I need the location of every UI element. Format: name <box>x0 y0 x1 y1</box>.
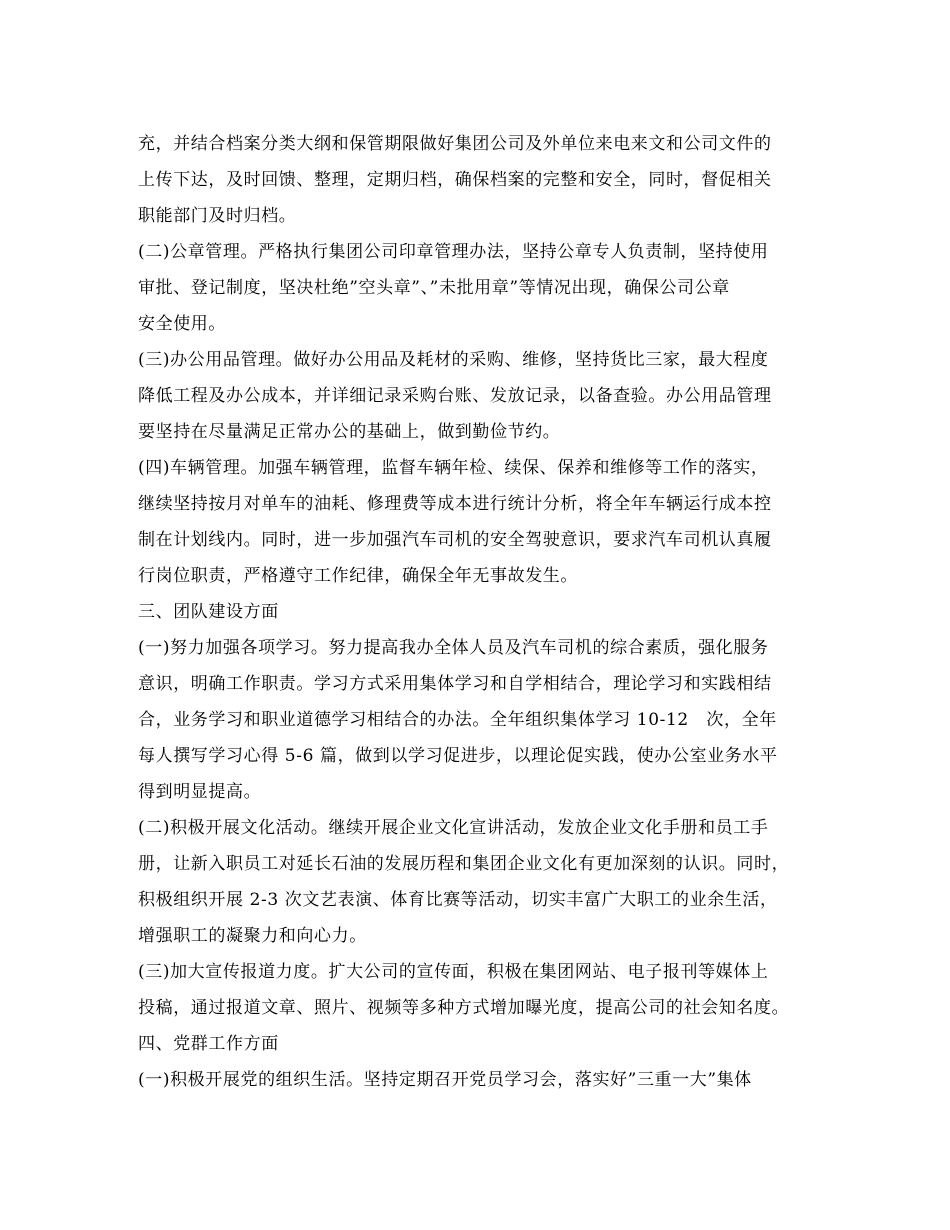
text-line: 职能部门及时归档。 <box>138 206 297 226</box>
text-line: 投稿，通过报道文章、照片、视频等多种方式增加曝光度，提高公司的社会知名度。 <box>138 998 790 1018</box>
text-line: 充，并结合档案分类大纲和保管期限做好集团公司及外单位来电来文和公司文件的 <box>138 134 772 154</box>
text-line: (四)车辆管理。加强车辆管理，监督车辆年检、续保、保养和维修等工作的落实， <box>138 458 769 478</box>
text-line: 审批、登记制度，坚决杜绝”空头章”、”未批用章”等情况出现，确保公司公章 <box>138 278 730 298</box>
text-line: (二)公章管理。严格执行集团公司印章管理办法，坚持公章专人负责制，坚持使用 <box>138 242 769 262</box>
text-line: 每人撰写学习心得 5-6 篇，做到以学习促进步，以理论促实践，使办公室业务水平 <box>138 746 778 766</box>
text-line: (二)积极开展文化活动。继续开展企业文化宣讲活动，发放企业文化手册和员工手 <box>138 818 769 838</box>
text-line: 上传下达，及时回馈、整理，定期归档，确保档案的完整和安全，同时，督促相关 <box>138 170 772 190</box>
document-body <box>138 126 828 1098</box>
text-line: 行岗位职责，严格遵守工作纪律，确保全年无事故发生。 <box>138 566 578 586</box>
section-heading: 三、团队建设方面 <box>138 602 279 622</box>
text-line: 积极组织开展 2-3 次文艺表演、体育比赛等活动，切实丰富广大职工的业余生活， <box>138 890 778 910</box>
text-line: 继续坚持按月对单车的油耗、修理费等成本进行统计分析，将全年车辆运行成本控 <box>138 494 772 514</box>
text-line: 增强职工的凝聚力和向心力。 <box>138 926 367 946</box>
text-line: 安全使用。 <box>138 314 226 334</box>
text-line: 合，业务学习和职业道德学习相结合的办法。全年组织集体学习 10-12 次，全年 <box>138 710 777 730</box>
text-line: 降低工程及办公成本，并详细记录采购台账、发放记录，以备查验。办公用品管理 <box>138 386 772 406</box>
text-line: 得到明显提高。 <box>138 782 262 802</box>
text-line: (三)加大宣传报道力度。扩大公司的宣传面，积极在集团网站、电子报刊等媒体上 <box>138 962 769 982</box>
section-heading: 四、党群工作方面 <box>138 1034 279 1054</box>
text-line: (一)努力加强各项学习。努力提高我办全体人员及汽车司机的综合素质，强化服务 <box>138 638 769 658</box>
text-line: 意识，明确工作职责。学习方式采用集体学习和自学相结合，理论学习和实践相结 <box>138 674 772 694</box>
text-line: (三)办公用品管理。做好办公用品及耗材的采购、维修，坚持货比三家，最大程度 <box>138 350 769 370</box>
text-line: (一)积极开展党的组织生活。坚持定期召开党员学习会，落实好”三重一大”集体 <box>138 1070 752 1090</box>
text-line: 制在计划线内。同时，进一步加强汽车司机的安全驾驶意识，要求汽车司机认真履 <box>138 530 772 550</box>
text-line: 册，让新入职员工对延长石油的发展历程和集团企业文化有更加深刻的认识。同时， <box>138 854 790 874</box>
text-line: 要坚持在尽量满足正常办公的基础上，做到勤俭节约。 <box>138 422 561 442</box>
